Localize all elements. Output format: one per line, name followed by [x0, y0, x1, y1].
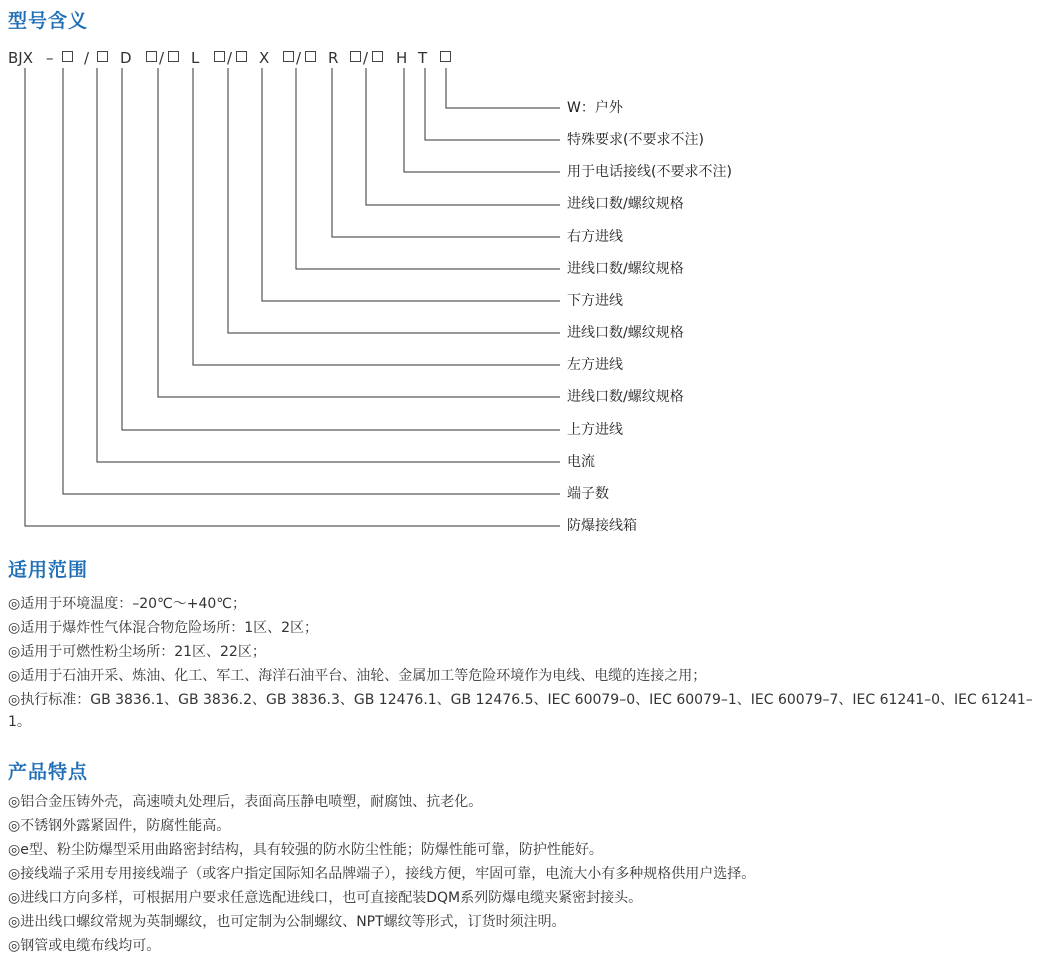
- feature-item: ◎进出线口螺纹常规为英制螺纹，也可定制为公制螺纹、NPT螺纹等形式，订货时须注明。: [8, 914, 566, 930]
- code-t: T: [418, 49, 428, 67]
- scope-item: ◎适用于环境温度：–20℃～+40℃；: [8, 596, 247, 612]
- code-x: X: [259, 49, 270, 67]
- connector-line-10: [122, 68, 560, 430]
- connector-line-5: [296, 68, 560, 269]
- connector-line-3: [366, 68, 560, 205]
- code-bjx: BJX: [8, 49, 33, 67]
- legend-label: 进线口数/螺纹规格: [567, 196, 684, 212]
- feature-item: ◎不锈钢外露紧固件，防腐性能高。: [8, 818, 231, 834]
- legend-label: 上方进线: [567, 422, 623, 438]
- feature-item: ◎钢管或电缆布线均可。: [8, 938, 161, 954]
- feature-item: ◎接线端子采用专用接线端子（或客户指定国际知名品牌端子），接线方便，牢固可靠，电流大小有多种规格供用户选择。: [8, 866, 756, 882]
- code-dash: –: [46, 49, 54, 67]
- section-title-features: 产品特点: [8, 761, 89, 783]
- legend-label: 下方进线: [567, 293, 623, 309]
- section-title-model-meaning: 型号含义: [8, 10, 89, 32]
- connector-line-6: [262, 68, 560, 301]
- legend-label: W：户外: [567, 100, 623, 116]
- code-slash: /: [84, 49, 90, 67]
- code-slash: /: [363, 49, 369, 67]
- code-slash: /: [227, 49, 233, 67]
- scope-item: ◎适用于石油开采、炼油、化工、军工、海洋石油平台、油轮、金属加工等危险环境作为电线、电缆的连接之用；: [8, 668, 707, 684]
- code-r: R: [328, 49, 339, 67]
- legend-label: 左方进线: [567, 357, 623, 373]
- connector-line-13: [25, 68, 560, 526]
- legend-label: 进线口数/螺纹规格: [567, 389, 684, 405]
- legend-label: 进线口数/螺纹规格: [567, 325, 684, 341]
- code-h: H: [396, 49, 408, 67]
- scope-item: ◎适用于爆炸性气体混合物危险场所：1区、2区；: [8, 620, 319, 636]
- legend-label: 进线口数/螺纹规格: [567, 261, 684, 277]
- connector-line-2: [404, 68, 560, 172]
- legend-label: 电流: [567, 454, 595, 470]
- legend-label: 用于电话接线(不要求不注): [567, 164, 732, 180]
- code-d: D: [120, 49, 132, 67]
- feature-item: ◎铝合金压铸外壳，高速喷丸处理后，表面高压静电喷塑，耐腐蚀、抗老化。: [8, 794, 483, 810]
- connector-line-8: [193, 68, 560, 365]
- legend-label: 特殊要求(不要求不注): [567, 132, 704, 148]
- connector-line-0: [446, 68, 560, 108]
- feature-item: ◎进线口方向多样，可根据用户要求任意选配进线口，也可直接配装DQM系列防爆电缆夹紧密封接头。: [8, 890, 643, 906]
- code-slash: /: [296, 49, 302, 67]
- code-slash: /: [159, 49, 165, 67]
- connector-line-1: [425, 68, 560, 140]
- legend-label: 端子数: [567, 486, 609, 502]
- scope-item: ◎适用于可燃性粉尘场所：21区、22区；: [8, 644, 266, 660]
- connector-line-9: [158, 68, 560, 397]
- scope-item: ◎执行标准：GB 3836.1、GB 3836.2、GB 3836.3、GB 12476.1、GB 12476.5、IEC 60079–0、IEC 60079–1、IEC 60079–7、IEC 61241–0、IEC 61241–1。: [8, 692, 1033, 730]
- feature-item: ◎e型、粉尘防爆型采用曲路密封结构，具有较强的防水防尘性能；防爆性能可靠，防护性能好。: [8, 842, 603, 858]
- connector-line-11: [97, 68, 560, 462]
- code-l: L: [191, 49, 200, 67]
- section-title-scope: 适用范围: [8, 559, 89, 581]
- legend-label: 防爆接线箱: [567, 518, 637, 534]
- legend-label: 右方进线: [567, 229, 623, 245]
